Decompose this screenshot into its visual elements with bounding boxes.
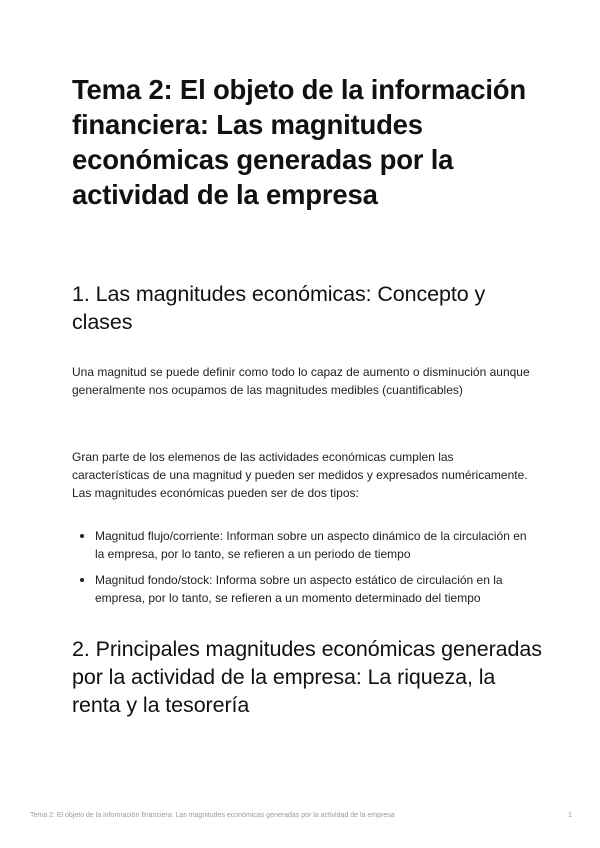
list-item-text: Magnitud fondo/stock: Informa sobre un aspecto estático de circulación en la empresa, por lo tanto, se refieren a un momento determinado del tiempo bbox=[95, 573, 503, 605]
paragraph-1: Una magnitud se puede definir como todo lo capaz de aumento o disminución aunque generalmente nos ocupamos de las magnitudes medibles (cuantificables) bbox=[72, 365, 530, 397]
document-title: Tema 2: El objeto de la información financiera: Las magnitudes económicas generadas por la actividad de la empresa bbox=[72, 74, 526, 210]
list-item bbox=[72, 571, 532, 607]
page-number: 1 bbox=[568, 812, 572, 819]
bullet-dot-icon bbox=[80, 534, 84, 538]
section-heading-1: 1. Las magnitudes económicas: Concepto y clases bbox=[72, 282, 486, 334]
paragraph-2: Gran parte de los elemenos de las actividades económicas cumplen las características de una magnitud y pueden ser medidos y expresados numéricamente. Las magnitudes económicas pueden ser de dos tipos: bbox=[72, 450, 528, 500]
list-item bbox=[72, 527, 532, 563]
footer-title: Tema 2: El objeto de la información financiera: Las magnitudes económicas generadas por la actividad de la empresa bbox=[30, 812, 395, 819]
bullet-dot-icon bbox=[80, 578, 84, 582]
bullet-list bbox=[72, 527, 532, 615]
list-item-text: Magnitud flujo/corriente: Informan sobre un aspecto dinámico de la circulación en la empresa, por lo tanto, se refieren a un periodo de tiempo bbox=[95, 529, 527, 561]
section-heading-2: 2. Principales magnitudes económicas generadas por la actividad de la empresa: La riqueza, la renta y la tesorería bbox=[72, 637, 542, 717]
